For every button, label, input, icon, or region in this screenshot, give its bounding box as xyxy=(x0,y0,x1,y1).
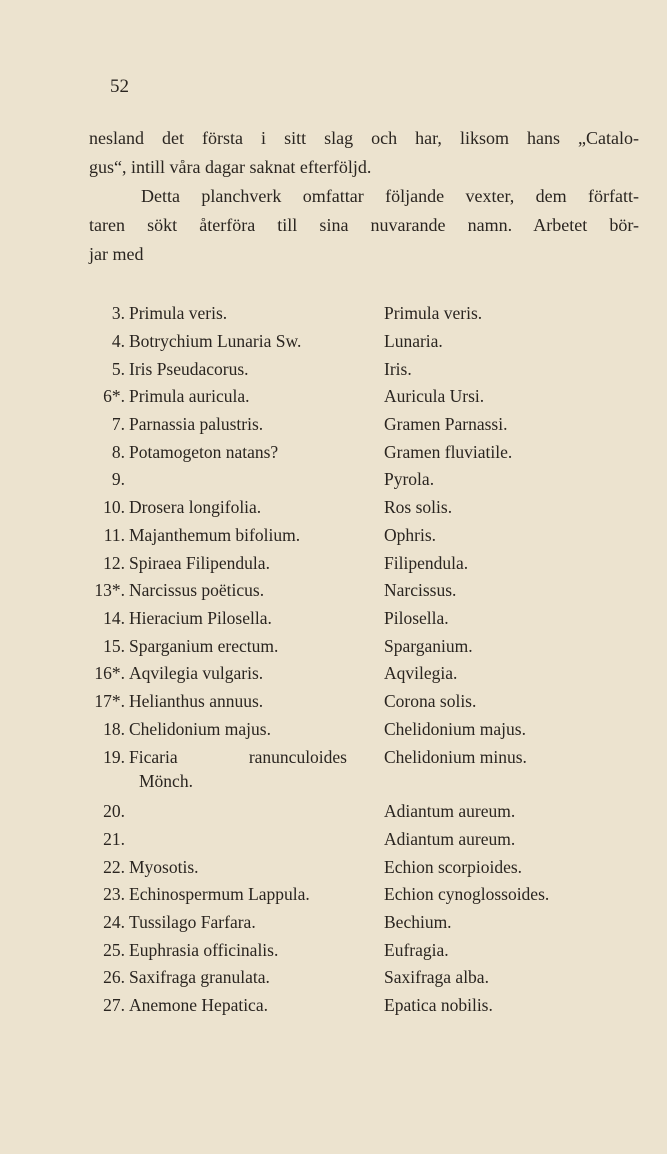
modern-name: Spiraea Filipendula. xyxy=(129,552,270,573)
entry-number: 22. xyxy=(103,856,125,877)
old-name: Echion scorpioides. xyxy=(384,856,523,877)
old-name: Iris. xyxy=(384,358,412,379)
modern-name: Potamogeton natans? xyxy=(129,441,279,462)
modern-name: Myosotis. xyxy=(129,856,199,877)
old-name: Adiantum aureum. xyxy=(384,801,516,822)
entry-number: 19. xyxy=(103,747,125,767)
modern-name: Parnassia palustris. xyxy=(129,414,264,435)
list-item xyxy=(89,328,649,356)
old-name: Chelidonium majus. xyxy=(384,718,526,739)
old-name: Gramen Parnassi. xyxy=(384,414,508,435)
modern-name: Echinospermum Lappula. xyxy=(129,884,310,905)
entry-number: 11. xyxy=(103,524,125,545)
modern-name: Drosera longifolia. xyxy=(129,497,262,518)
entry-number: 4. xyxy=(111,331,125,352)
list-item xyxy=(89,992,649,1020)
entry-number: 15. xyxy=(103,635,125,656)
list-item xyxy=(89,605,649,633)
list-item xyxy=(89,577,649,605)
list-item xyxy=(89,715,649,743)
list-item xyxy=(89,798,649,826)
genus: Ficaria xyxy=(129,747,178,767)
modern-name: Iris Pseudacorus. xyxy=(129,358,249,379)
list-item xyxy=(89,300,649,328)
old-name: Lunaria. xyxy=(384,331,443,352)
old-name: Saxifraga alba. xyxy=(384,967,489,988)
modern-name: Tussilago Farfara. xyxy=(129,912,256,933)
intro-paragraph-1 xyxy=(89,124,639,182)
text-line: taren sökt återföra till sina nuvarande namn. Arbetet bör- xyxy=(89,215,639,235)
entry-number: 16*. xyxy=(94,663,125,684)
list-item xyxy=(89,383,649,411)
modern-name: Primula veris. xyxy=(129,303,228,324)
old-name: Auricula Ursi. xyxy=(384,386,485,407)
modern-name: Primula auricula. xyxy=(129,386,250,407)
modern-name: Anemone Hepatica. xyxy=(129,995,268,1016)
list-item xyxy=(89,466,649,494)
entry-number: 14. xyxy=(103,607,125,628)
old-name: Primula veris. xyxy=(384,303,483,324)
modern-name: Euphrasia officinalis. xyxy=(129,939,279,960)
page-number: 52 xyxy=(110,76,129,97)
text-line: nesland det första i sitt slag och har, liksom hans „Catalo- xyxy=(89,128,639,148)
entry-number: 6*. xyxy=(103,386,125,407)
entry-number: 9. xyxy=(111,469,125,490)
entry-number: 8. xyxy=(111,441,125,462)
modern-name: Majanthemum bifolium. xyxy=(129,524,301,545)
list-item xyxy=(89,494,649,522)
list-item xyxy=(89,881,649,909)
entry-number: 18. xyxy=(103,718,125,739)
entry-number: 26. xyxy=(103,967,125,988)
list-item xyxy=(89,936,649,964)
entry-number: 27. xyxy=(103,995,125,1016)
entry-number: 21. xyxy=(103,829,125,850)
entry-number: 10. xyxy=(103,497,125,518)
species: ranunculoides xyxy=(248,747,347,767)
entry-number: 24. xyxy=(103,912,125,933)
intro-paragraph-2 xyxy=(89,182,639,269)
old-name: Chelidonium minus. xyxy=(384,747,527,767)
author: Mönch. xyxy=(139,771,193,791)
text-line: jar med xyxy=(89,244,144,264)
modern-name: Botrychium Lunaria Sw. xyxy=(129,331,302,352)
old-name: Sparganium. xyxy=(384,635,473,656)
list-item xyxy=(89,438,649,466)
old-name: Epatica nobilis. xyxy=(384,995,493,1016)
old-name: Filipendula. xyxy=(384,552,469,573)
old-name: Eufragia. xyxy=(384,939,449,960)
entry-number: 13*. xyxy=(94,580,125,601)
old-name: Adiantum aureum. xyxy=(384,829,516,850)
old-name: Ros solis. xyxy=(384,497,453,518)
list-item xyxy=(89,355,649,383)
old-name: Narcissus. xyxy=(384,580,457,601)
list-item xyxy=(89,549,649,577)
entry-number: 17*. xyxy=(94,690,125,711)
entry-number: 25. xyxy=(103,939,125,960)
entry-number: 12. xyxy=(103,552,125,573)
entry-number: 7. xyxy=(111,414,125,435)
list-item xyxy=(89,826,649,854)
modern-name: Sparganium erectum. xyxy=(129,635,279,656)
old-name: Aqvilegia. xyxy=(384,663,458,684)
text-line: Detta planchverk omfattar följande vexter, dem författ- xyxy=(141,186,639,206)
old-name: Echion cynoglossoides. xyxy=(384,884,550,905)
old-name: Bechium. xyxy=(384,912,452,933)
modern-name: Narcissus poëticus. xyxy=(129,580,265,601)
old-name: Gramen fluviatile. xyxy=(384,441,513,462)
entry-number: 23. xyxy=(103,884,125,905)
old-name: Pyrola. xyxy=(384,469,435,490)
entry-number: 5. xyxy=(111,358,125,379)
list-item xyxy=(89,660,649,688)
list-item xyxy=(89,688,649,716)
modern-name: Saxifraga granulata. xyxy=(129,967,270,988)
list-item xyxy=(89,964,649,992)
modern-name: Chelidonium majus. xyxy=(129,718,271,739)
text-line: gus“, intill våra dagar saknat efterföljd. xyxy=(89,157,372,177)
old-name: Ophris. xyxy=(384,524,437,545)
list-item xyxy=(89,909,649,937)
modern-name: Aqvilegia vulgaris. xyxy=(129,663,264,684)
list-item xyxy=(89,632,649,660)
entry-number: 3. xyxy=(111,303,125,324)
modern-name: Hieracium Pilosella. xyxy=(129,607,272,628)
modern-name xyxy=(125,747,384,792)
entry-number: 20. xyxy=(103,801,125,822)
list-item xyxy=(89,743,649,798)
modern-name: Helianthus annuus. xyxy=(129,690,264,711)
old-name: Corona solis. xyxy=(384,690,477,711)
modern-name-line xyxy=(129,747,347,768)
list-item xyxy=(89,522,649,550)
list-item xyxy=(89,411,649,439)
list-item xyxy=(89,853,649,881)
old-name: Pilosella. xyxy=(384,607,449,628)
plant-list xyxy=(89,300,649,1020)
